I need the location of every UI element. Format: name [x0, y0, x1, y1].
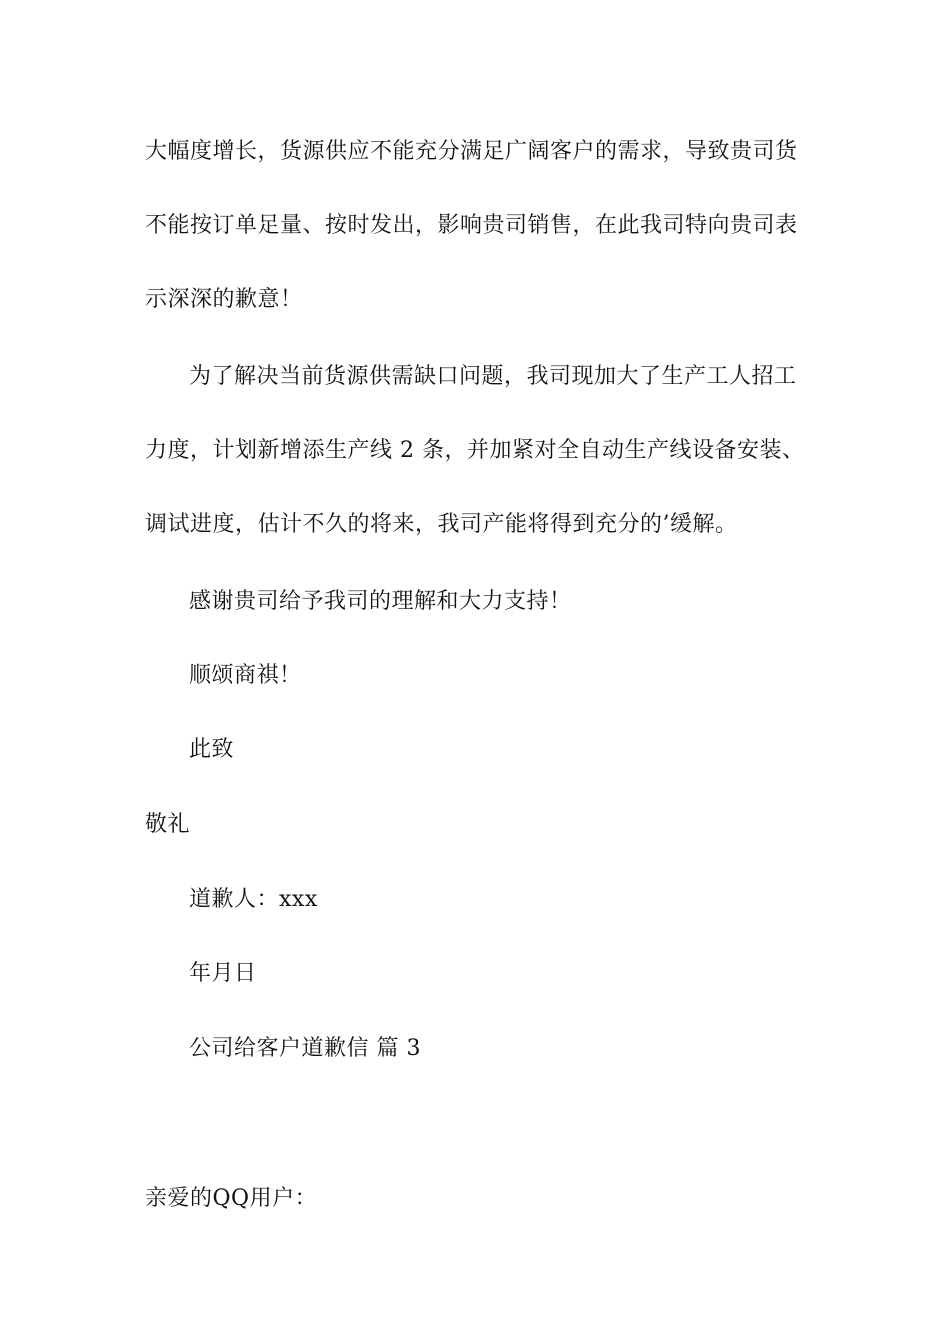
paragraph-1-line-3: 示深深的歉意！ — [145, 287, 303, 312]
paragraph-2-line-1: 为了解决当前货源供需缺口问题，我司现加大了生产工人招工 — [189, 364, 797, 389]
section-heading: 公司给客户道歉信 篇 3 — [189, 1036, 421, 1061]
wish-line: 顺颂商祺！ — [189, 663, 302, 688]
thanks-line: 感谢贵司给予我司的理解和大力支持！ — [189, 589, 572, 614]
signer-line: 道歉人：xxx — [189, 887, 318, 912]
salutation-line: 亲爱的QQ用户： — [145, 1186, 318, 1211]
paragraph-2-line-3: 调试进度，估计不久的将来，我司产能将得到充分的’缓解。 — [145, 512, 738, 537]
date-line: 年月日 — [189, 961, 257, 986]
paragraph-1-line-1: 大幅度增长，货源供应不能充分满足广阔客户的需求，导致贵司货 — [145, 139, 798, 164]
paragraph-2-line-2: 力度，计划新增添生产线 2 条，并加紧对全自动生产线设备安装、 — [145, 438, 805, 463]
closing-line-1: 此致 — [189, 737, 235, 762]
paragraph-1-line-2: 不能按订单足量、按时发出，影响贵司销售，在此我司特向贵司表 — [145, 213, 798, 238]
closing-line-2: 敬礼 — [145, 812, 191, 837]
